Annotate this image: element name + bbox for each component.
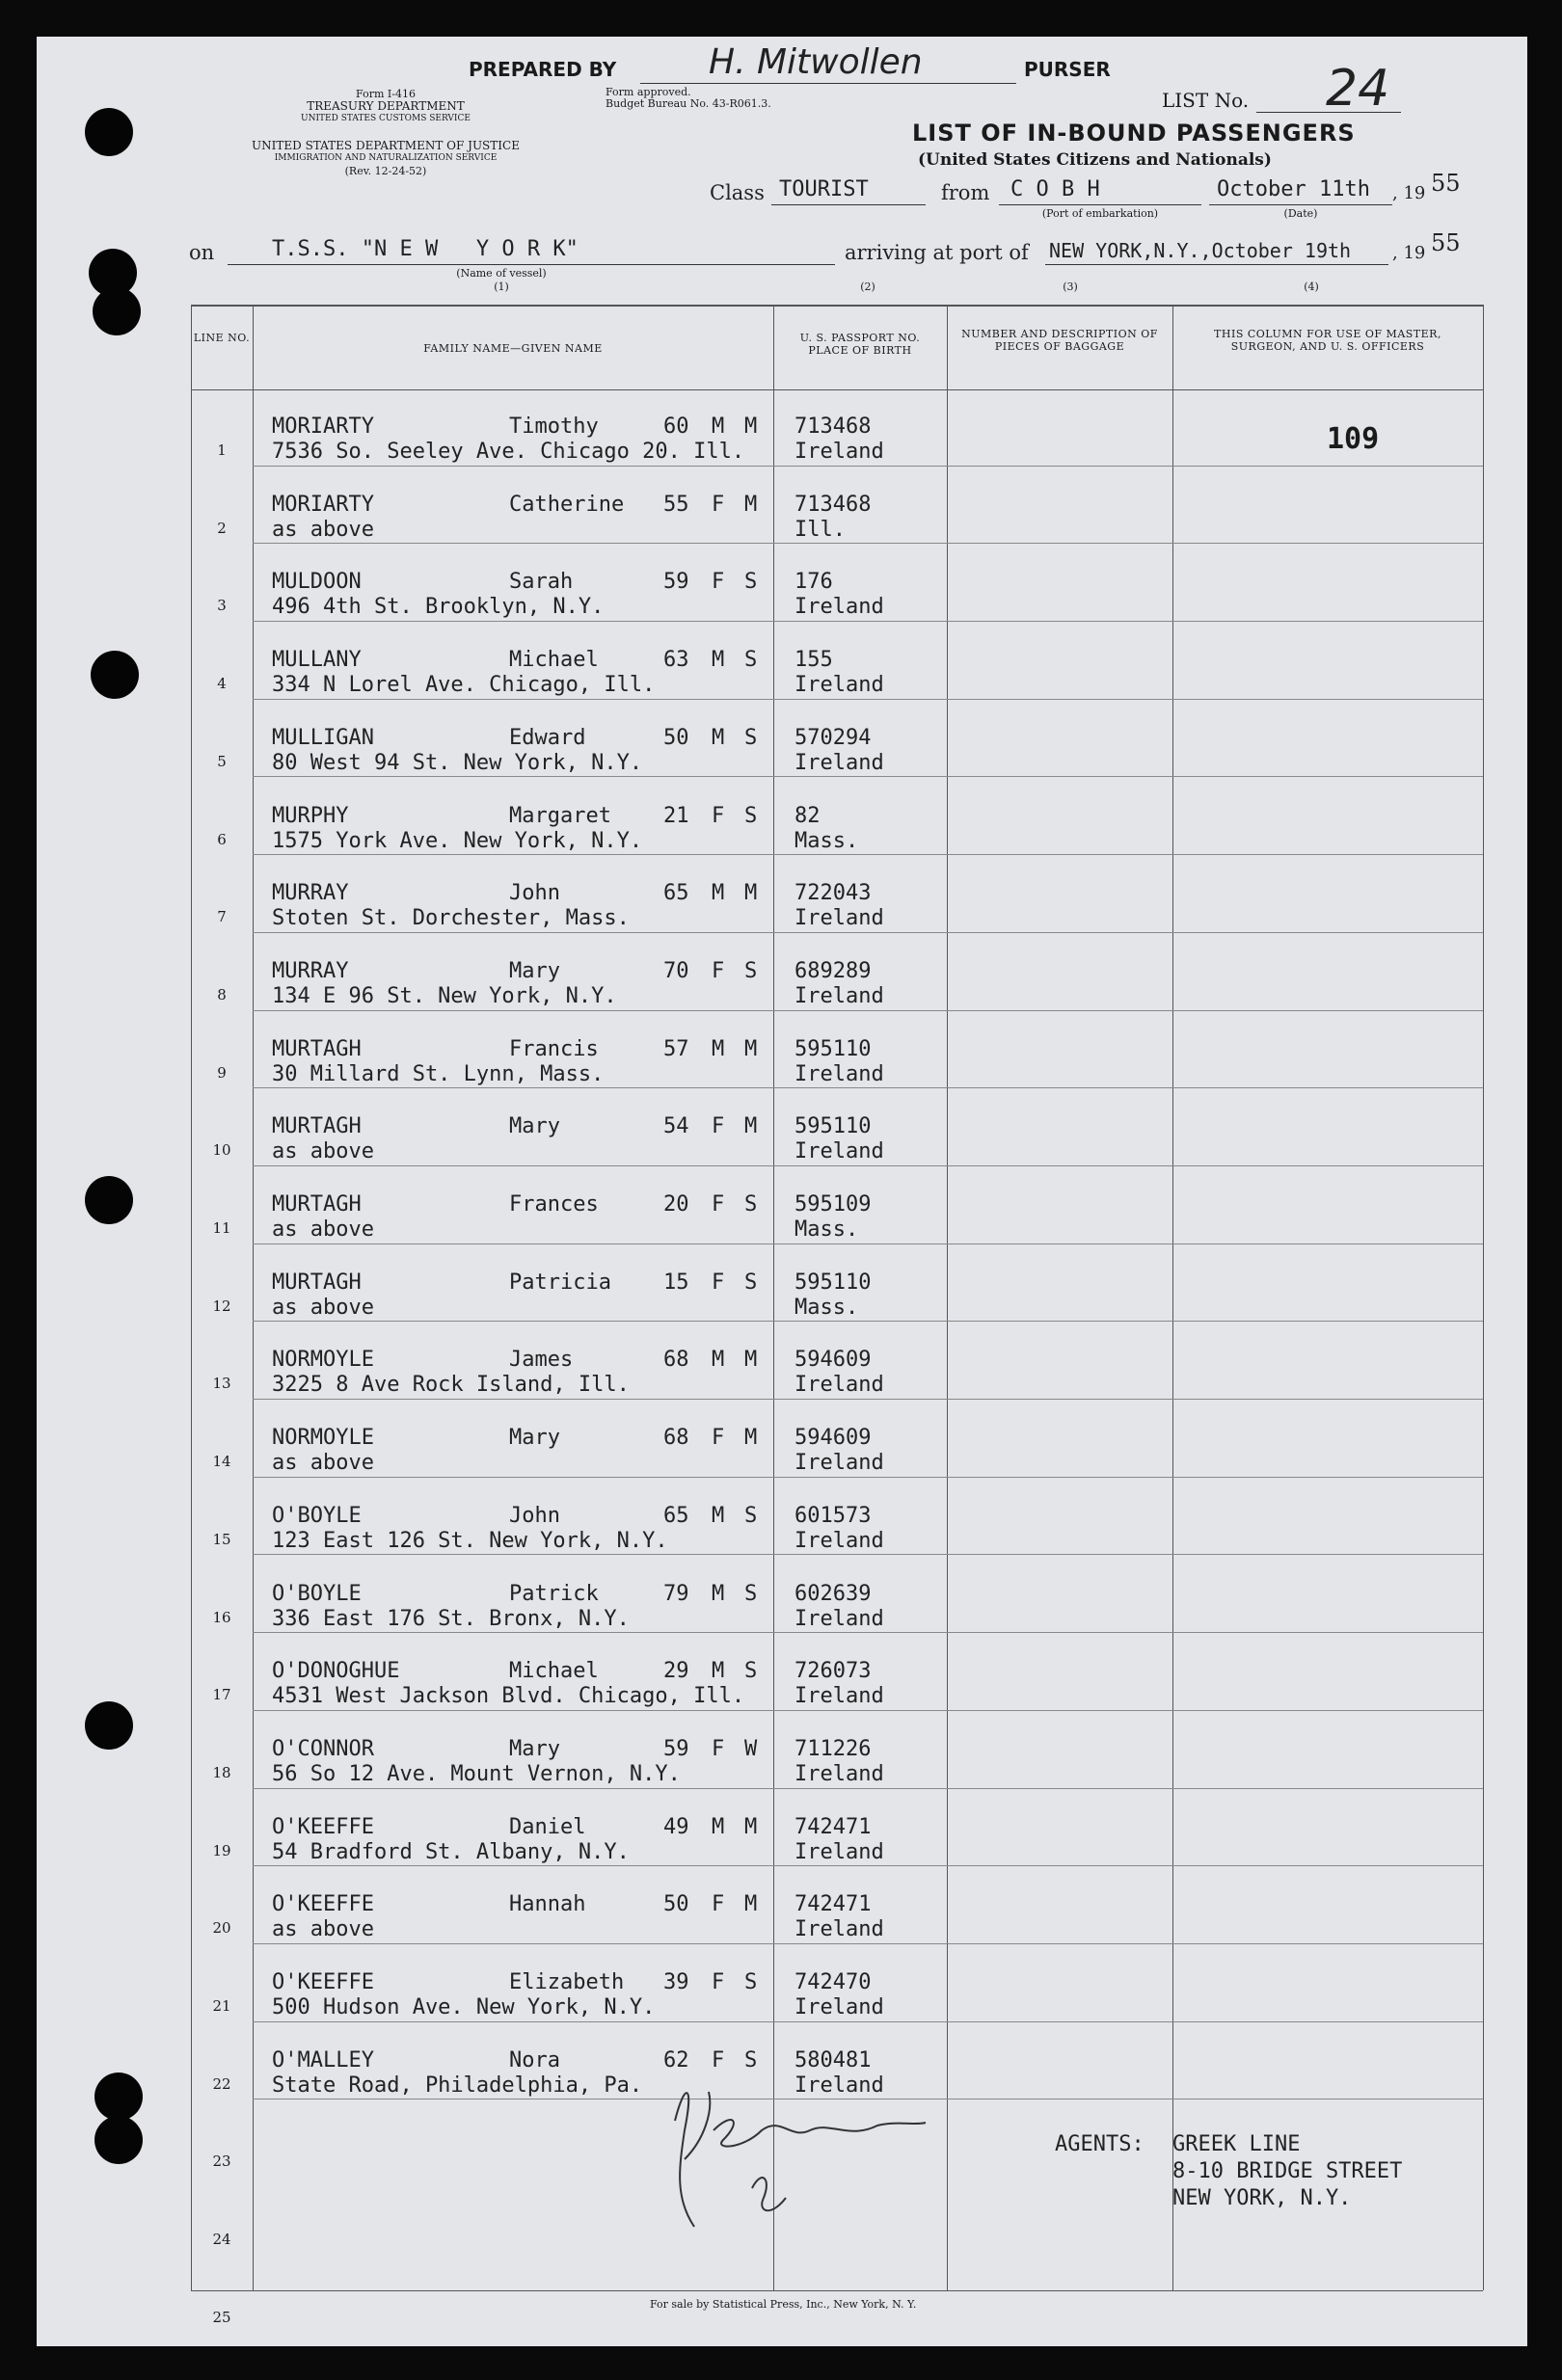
- table-row: [191, 558, 1483, 636]
- row-rule: [253, 699, 1483, 700]
- row-rule: [253, 1165, 1483, 1166]
- place-of-birth: Mass.: [794, 1295, 859, 1320]
- table-row: [191, 1570, 1483, 1648]
- marital-status: S: [744, 570, 758, 595]
- embarkation-year: 55: [1431, 170, 1461, 197]
- marital-status: W: [744, 1736, 758, 1761]
- row-rule: [253, 1321, 1483, 1322]
- marital-status: S: [744, 1503, 758, 1528]
- row-rule: [253, 1087, 1483, 1088]
- given-name: Catherine: [509, 492, 625, 517]
- marital-status: S: [744, 1270, 758, 1295]
- family-name: O'KEEFFE: [272, 1814, 374, 1839]
- place-of-birth: Ireland: [794, 1061, 884, 1086]
- age: 60: [663, 414, 689, 439]
- line-number: 7: [217, 908, 227, 926]
- line-number: 12: [212, 1297, 231, 1315]
- line-number: 5: [217, 752, 227, 770]
- given-name: Hannah: [509, 1892, 586, 1917]
- passport-number: 594609: [794, 1348, 872, 1373]
- dept-immigration: IMMIGRATION AND NATURALIZATION SERVICE: [274, 153, 498, 163]
- table-row: [191, 1804, 1483, 1882]
- given-name: Francis: [509, 1036, 599, 1061]
- given-name: Sarah: [509, 570, 574, 595]
- sex: F: [712, 1192, 725, 1217]
- sex: F: [712, 1114, 725, 1139]
- sex: M: [712, 1036, 725, 1061]
- given-name: Mary: [509, 1426, 560, 1451]
- row-rule: [253, 1477, 1483, 1478]
- punch-hole-7: [94, 2072, 143, 2121]
- class-value: TOURIST: [779, 177, 869, 201]
- age: 65: [663, 881, 689, 906]
- line-number: 13: [212, 1375, 231, 1393]
- place-of-birth: Ireland: [794, 2072, 884, 2098]
- family-name: NORMOYLE: [272, 1348, 374, 1373]
- family-name: O'DONOGHUE: [272, 1659, 400, 1684]
- agents-line-1: GREEK LINE: [1172, 2132, 1301, 2156]
- table-row: [191, 1414, 1483, 1492]
- sex: M: [712, 1659, 725, 1684]
- given-name: John: [509, 881, 560, 906]
- given-name: John: [509, 1503, 560, 1528]
- sex: M: [712, 648, 725, 673]
- age: 59: [663, 1736, 689, 1761]
- given-name: Patricia: [509, 1270, 611, 1295]
- address: as above: [272, 1217, 374, 1242]
- caption-2: (2): [860, 281, 875, 293]
- marital-status: M: [744, 1814, 758, 1839]
- row-rule: [253, 1243, 1483, 1244]
- address: 336 East 176 St. Bronx, N.Y.: [272, 1606, 630, 1631]
- address: 7536 So. Seeley Ave. Chicago 20. Ill.: [272, 440, 745, 464]
- given-name: Edward: [509, 725, 586, 750]
- family-name: MURTAGH: [272, 1270, 362, 1295]
- agents-label: AGENTS:: [1055, 2132, 1145, 2156]
- passport-number: 595110: [794, 1036, 872, 1061]
- line-number: 21: [212, 1997, 231, 2015]
- vessel-name: T.S.S. "N E W Y O R K": [272, 237, 579, 261]
- place-of-birth: Ireland: [794, 595, 884, 620]
- address: 56 So 12 Ave. Mount Vernon, N.Y.: [272, 1761, 681, 1786]
- table-row: [191, 636, 1483, 714]
- line-number: 14: [212, 1453, 231, 1471]
- sex: F: [712, 803, 725, 828]
- marital-status: S: [744, 725, 758, 750]
- list-title: LIST OF IN-BOUND PASSENGERS: [912, 120, 1356, 147]
- family-name: MURRAY: [272, 958, 349, 983]
- table-row: [191, 1647, 1483, 1725]
- table-row: [191, 1181, 1483, 1259]
- family-name: MURPHY: [272, 803, 349, 828]
- family-name: NORMOYLE: [272, 1426, 374, 1451]
- passport-number: 601573: [794, 1503, 872, 1528]
- passport-number: 711226: [794, 1736, 872, 1761]
- sex: M: [712, 1348, 725, 1373]
- sex: F: [712, 1892, 725, 1917]
- row-rule: [253, 1554, 1483, 1555]
- passport-number: 742471: [794, 1814, 872, 1839]
- budget-bureau: Budget Bureau No. 43-R061.3.: [606, 97, 771, 110]
- given-name: Margaret: [509, 803, 611, 828]
- family-name: MURTAGH: [272, 1114, 362, 1139]
- address: 54 Bradford St. Albany, N.Y.: [272, 1839, 630, 1864]
- year-prefix-1: , 19: [1392, 183, 1426, 203]
- marital-status: M: [744, 1114, 758, 1139]
- family-name: MURTAGH: [272, 1192, 362, 1217]
- address: Stoten St. Dorchester, Mass.: [272, 906, 630, 931]
- address: 80 West 94 St. New York, N.Y.: [272, 750, 643, 775]
- table-row: [191, 403, 1483, 481]
- marital-status: S: [744, 1581, 758, 1606]
- address: as above: [272, 1295, 374, 1320]
- year-prefix-2: , 19: [1392, 243, 1426, 263]
- address: 123 East 126 St. New York, N.Y.: [272, 1528, 668, 1553]
- age: 20: [663, 1192, 689, 1217]
- given-name: Mary: [509, 958, 560, 983]
- place-of-birth: Ill.: [794, 517, 846, 542]
- punch-hole-3: [93, 287, 141, 335]
- age: 54: [663, 1114, 689, 1139]
- line-number: 8: [217, 985, 227, 1003]
- family-name: O'CONNOR: [272, 1736, 374, 1761]
- line-number: 10: [212, 1141, 231, 1160]
- date-caption: (Date): [1283, 207, 1318, 220]
- sex: F: [712, 2047, 725, 2072]
- sex: F: [712, 1970, 725, 1994]
- given-name: Mary: [509, 1736, 560, 1761]
- form-number: Form I-416: [356, 88, 416, 100]
- line-number: 2: [217, 519, 227, 537]
- line-number: 20: [212, 1919, 231, 1938]
- sex: M: [712, 1503, 725, 1528]
- passport-number: 595109: [794, 1192, 872, 1217]
- from-label: from: [941, 181, 990, 204]
- passport-number: 580481: [794, 2047, 872, 2072]
- place-of-birth: Ireland: [794, 1451, 884, 1476]
- place-of-birth: Mass.: [794, 1217, 859, 1242]
- age: 55: [663, 492, 689, 517]
- row-rule: [253, 1399, 1483, 1400]
- line-number: 11: [212, 1219, 231, 1237]
- purser-label: PURSER: [1024, 58, 1111, 81]
- marital-status: M: [744, 1348, 758, 1373]
- sex: F: [712, 1426, 725, 1451]
- given-name: Timothy: [509, 414, 599, 439]
- address: as above: [272, 1139, 374, 1164]
- place-of-birth: Mass.: [794, 828, 859, 853]
- given-name: Elizabeth: [509, 1970, 625, 1994]
- line-number: 9: [217, 1063, 227, 1082]
- col-header-baggage: NUMBER AND DESCRIPTION OF PIECES OF BAGGAGE: [961, 328, 1158, 353]
- arriving-label: arriving at port of: [845, 241, 1029, 264]
- punch-hole-8: [94, 2116, 143, 2164]
- passport-number: 595110: [794, 1270, 872, 1295]
- place-of-birth: Ireland: [794, 1606, 884, 1631]
- agents-line-3: NEW YORK, N.Y.: [1172, 2186, 1352, 2210]
- arrival-year: 55: [1431, 229, 1461, 256]
- line-number: 3: [217, 597, 227, 615]
- passport-number: 176: [794, 570, 833, 595]
- marital-status: M: [744, 1036, 758, 1061]
- marital-status: S: [744, 648, 758, 673]
- caption-3: (3): [1063, 281, 1078, 293]
- family-name: O'BOYLE: [272, 1581, 362, 1606]
- port-caption: (Port of embarkation): [1041, 207, 1159, 220]
- family-name: MULLIGAN: [272, 725, 374, 750]
- table-row: [191, 1259, 1483, 1337]
- col-header-officers: THIS COLUMN FOR USE OF MASTER, SURGEON, AND U. S. OFFICERS: [1214, 328, 1441, 353]
- line-number: 19: [212, 1841, 231, 1859]
- revision: (Rev. 12-24-52): [344, 165, 427, 177]
- passport-number: 722043: [794, 881, 872, 906]
- prepared-by-label: PREPARED BY: [469, 58, 617, 81]
- purser-signature: H. Mitwollen: [709, 42, 923, 82]
- line-number: 4: [217, 675, 227, 693]
- sex: M: [712, 414, 725, 439]
- age: 79: [663, 1581, 689, 1606]
- row-rule: [253, 1632, 1483, 1633]
- officer-note: 109: [1327, 422, 1380, 456]
- age: 70: [663, 958, 689, 983]
- place-of-birth: Ireland: [794, 906, 884, 931]
- sex: M: [712, 881, 725, 906]
- address: 30 Millard St. Lynn, Mass.: [272, 1061, 605, 1086]
- row-rule: [253, 854, 1483, 855]
- port-of-embarkation: C O B H: [1010, 177, 1100, 201]
- family-name: MURRAY: [272, 881, 349, 906]
- table-row: [191, 1026, 1483, 1104]
- passport-number: 594609: [794, 1426, 872, 1451]
- age: 57: [663, 1036, 689, 1061]
- table-row: [191, 948, 1483, 1026]
- given-name: Michael: [509, 1659, 599, 1684]
- passport-number: 602639: [794, 1581, 872, 1606]
- passport-number: 713468: [794, 414, 872, 439]
- age: 21: [663, 803, 689, 828]
- passport-number: 742470: [794, 1970, 872, 1994]
- given-name: Michael: [509, 648, 599, 673]
- age: 59: [663, 570, 689, 595]
- passport-number: 713468: [794, 492, 872, 517]
- passport-number: 742471: [794, 1892, 872, 1917]
- marital-status: M: [744, 881, 758, 906]
- punch-hole-5: [85, 1176, 133, 1224]
- marital-status: M: [744, 492, 758, 517]
- row-rule: [253, 543, 1483, 544]
- dept-customs: UNITED STATES CUSTOMS SERVICE: [301, 114, 471, 123]
- col-header-passport: U. S. PASSPORT NO. PLACE OF BIRTH: [799, 332, 921, 357]
- arrival-port-date: NEW YORK,N.Y.,October 19th: [1049, 239, 1352, 262]
- class-label: Class: [710, 181, 765, 204]
- family-name: MORIARTY: [272, 492, 374, 517]
- table-row: [191, 1725, 1483, 1804]
- marital-status: M: [744, 1892, 758, 1917]
- sex: F: [712, 570, 725, 595]
- given-name: Patrick: [509, 1581, 599, 1606]
- address: 496 4th St. Brooklyn, N.Y.: [272, 595, 605, 620]
- line-number: 25: [212, 2308, 231, 2326]
- line-number: 17: [212, 1686, 231, 1704]
- place-of-birth: Ireland: [794, 673, 884, 698]
- age: 50: [663, 1892, 689, 1917]
- age: 68: [663, 1348, 689, 1373]
- punch-hole-4: [91, 651, 139, 699]
- row-rule: [253, 776, 1483, 777]
- marital-status: M: [744, 414, 758, 439]
- agents-line-2: 8-10 BRIDGE STREET: [1172, 2159, 1403, 2183]
- table-row: [191, 1492, 1483, 1570]
- family-name: O'KEEFFE: [272, 1892, 374, 1917]
- place-of-birth: Ireland: [794, 1761, 884, 1786]
- table-row: [191, 1881, 1483, 1959]
- marital-status: S: [744, 1659, 758, 1684]
- marital-status: S: [744, 803, 758, 828]
- dept-justice: UNITED STATES DEPARTMENT OF JUSTICE: [252, 139, 520, 152]
- sex: M: [712, 725, 725, 750]
- list-subtitle: (United States Citizens and Nationals): [918, 150, 1272, 170]
- sex: M: [712, 1814, 725, 1839]
- address: as above: [272, 1451, 374, 1476]
- row-rule: [253, 1010, 1483, 1011]
- age: 29: [663, 1659, 689, 1684]
- col-header-name: FAMILY NAME—GIVEN NAME: [423, 342, 603, 355]
- dept-treasury: TREASURY DEPARTMENT: [307, 99, 465, 113]
- row-rule: [253, 1865, 1483, 1866]
- place-of-birth: Ireland: [794, 1528, 884, 1553]
- address: 3225 8 Ave Rock Island, Ill.: [272, 1373, 630, 1398]
- address: 134 E 96 St. New York, N.Y.: [272, 983, 617, 1008]
- age: 68: [663, 1426, 689, 1451]
- vessel-caption: (Name of vessel): [456, 267, 547, 280]
- on-label: on: [189, 241, 215, 264]
- marital-status: S: [744, 1970, 758, 1994]
- family-name: MURTAGH: [272, 1036, 362, 1061]
- address: 1575 York Ave. New York, N.Y.: [272, 828, 643, 853]
- given-name: Daniel: [509, 1814, 586, 1839]
- line-number: 1: [217, 441, 227, 459]
- row-rule: [253, 1943, 1483, 1944]
- place-of-birth: Ireland: [794, 1917, 884, 1942]
- age: 15: [663, 1270, 689, 1295]
- sex: F: [712, 492, 725, 517]
- place-of-birth: Ireland: [794, 440, 884, 464]
- given-name: Frances: [509, 1192, 599, 1217]
- passport-number: 595110: [794, 1114, 872, 1139]
- line-number: 23: [212, 2153, 231, 2171]
- family-name: O'KEEFFE: [272, 1970, 374, 1994]
- passport-number: 689289: [794, 958, 872, 983]
- place-of-birth: Ireland: [794, 1684, 884, 1709]
- sex: M: [712, 1581, 725, 1606]
- table-row: [191, 1959, 1483, 2037]
- place-of-birth: Ireland: [794, 1839, 884, 1864]
- embarkation-date: October 11th: [1217, 177, 1370, 201]
- row-rule: [253, 466, 1483, 467]
- age: 49: [663, 1814, 689, 1839]
- age: 63: [663, 648, 689, 673]
- list-no-label: LIST No.: [1162, 89, 1250, 112]
- row-rule: [253, 1788, 1483, 1789]
- table-row: [191, 792, 1483, 870]
- address: 4531 West Jackson Blvd. Chicago, Ill.: [272, 1684, 745, 1709]
- age: 39: [663, 1970, 689, 1994]
- table-row: [191, 1103, 1483, 1181]
- punch-hole-1: [85, 108, 133, 156]
- age: 65: [663, 1503, 689, 1528]
- row-rule: [253, 1710, 1483, 1711]
- place-of-birth: Ireland: [794, 983, 884, 1008]
- sex: F: [712, 958, 725, 983]
- passport-number: 155: [794, 648, 833, 673]
- age: 50: [663, 725, 689, 750]
- marital-status: S: [744, 1192, 758, 1217]
- caption-4: (4): [1304, 281, 1319, 293]
- given-name: Mary: [509, 1114, 560, 1139]
- row-rule: [253, 2021, 1483, 2022]
- place-of-birth: Ireland: [794, 750, 884, 775]
- address: as above: [272, 517, 374, 542]
- family-name: O'BOYLE: [272, 1503, 362, 1528]
- punch-hole-6: [85, 1701, 133, 1750]
- address: State Road, Philadelphia, Pa.: [272, 2072, 643, 2098]
- sex: F: [712, 1736, 725, 1761]
- marital-status: S: [744, 958, 758, 983]
- caption-1: (1): [494, 281, 509, 293]
- age: 62: [663, 2047, 689, 2072]
- address: 500 Hudson Ave. New York, N.Y.: [272, 1995, 656, 2019]
- passport-number: 82: [794, 803, 821, 828]
- table-row: [191, 481, 1483, 559]
- passport-number: 570294: [794, 725, 872, 750]
- line-number: 24: [212, 2231, 231, 2249]
- marital-status: M: [744, 1426, 758, 1451]
- place-of-birth: Ireland: [794, 1373, 884, 1398]
- officer-signature: [656, 2072, 945, 2246]
- family-name: MORIARTY: [272, 414, 374, 439]
- row-rule: [253, 932, 1483, 933]
- address: as above: [272, 1917, 374, 1942]
- col-header-line: LINE NO.: [193, 332, 251, 344]
- table-row: [191, 869, 1483, 948]
- sex: F: [712, 1270, 725, 1295]
- line-number: 22: [212, 2074, 231, 2093]
- table-row: [191, 714, 1483, 792]
- family-name: MULLANY: [272, 648, 362, 673]
- family-name: O'MALLEY: [272, 2047, 374, 2072]
- row-rule: [253, 621, 1483, 622]
- given-name: James: [509, 1348, 574, 1373]
- place-of-birth: Ireland: [794, 1995, 884, 2019]
- address: 334 N Lorel Ave. Chicago, Ill.: [272, 673, 656, 698]
- marital-status: S: [744, 2047, 758, 2072]
- place-of-birth: Ireland: [794, 1139, 884, 1164]
- line-number: 16: [212, 1608, 231, 1626]
- list-number: 24: [1326, 60, 1390, 118]
- given-name: Nora: [509, 2047, 560, 2072]
- line-number: 15: [212, 1530, 231, 1548]
- form-approved: Form approved.: [606, 86, 691, 98]
- family-name: MULDOON: [272, 570, 362, 595]
- passport-number: 726073: [794, 1659, 872, 1684]
- table-row: [191, 1336, 1483, 1414]
- line-number: 18: [212, 1763, 231, 1781]
- footer-printer: For sale by Statistical Press, Inc., New York, N. Y.: [650, 2298, 917, 2311]
- line-number: 6: [217, 830, 227, 848]
